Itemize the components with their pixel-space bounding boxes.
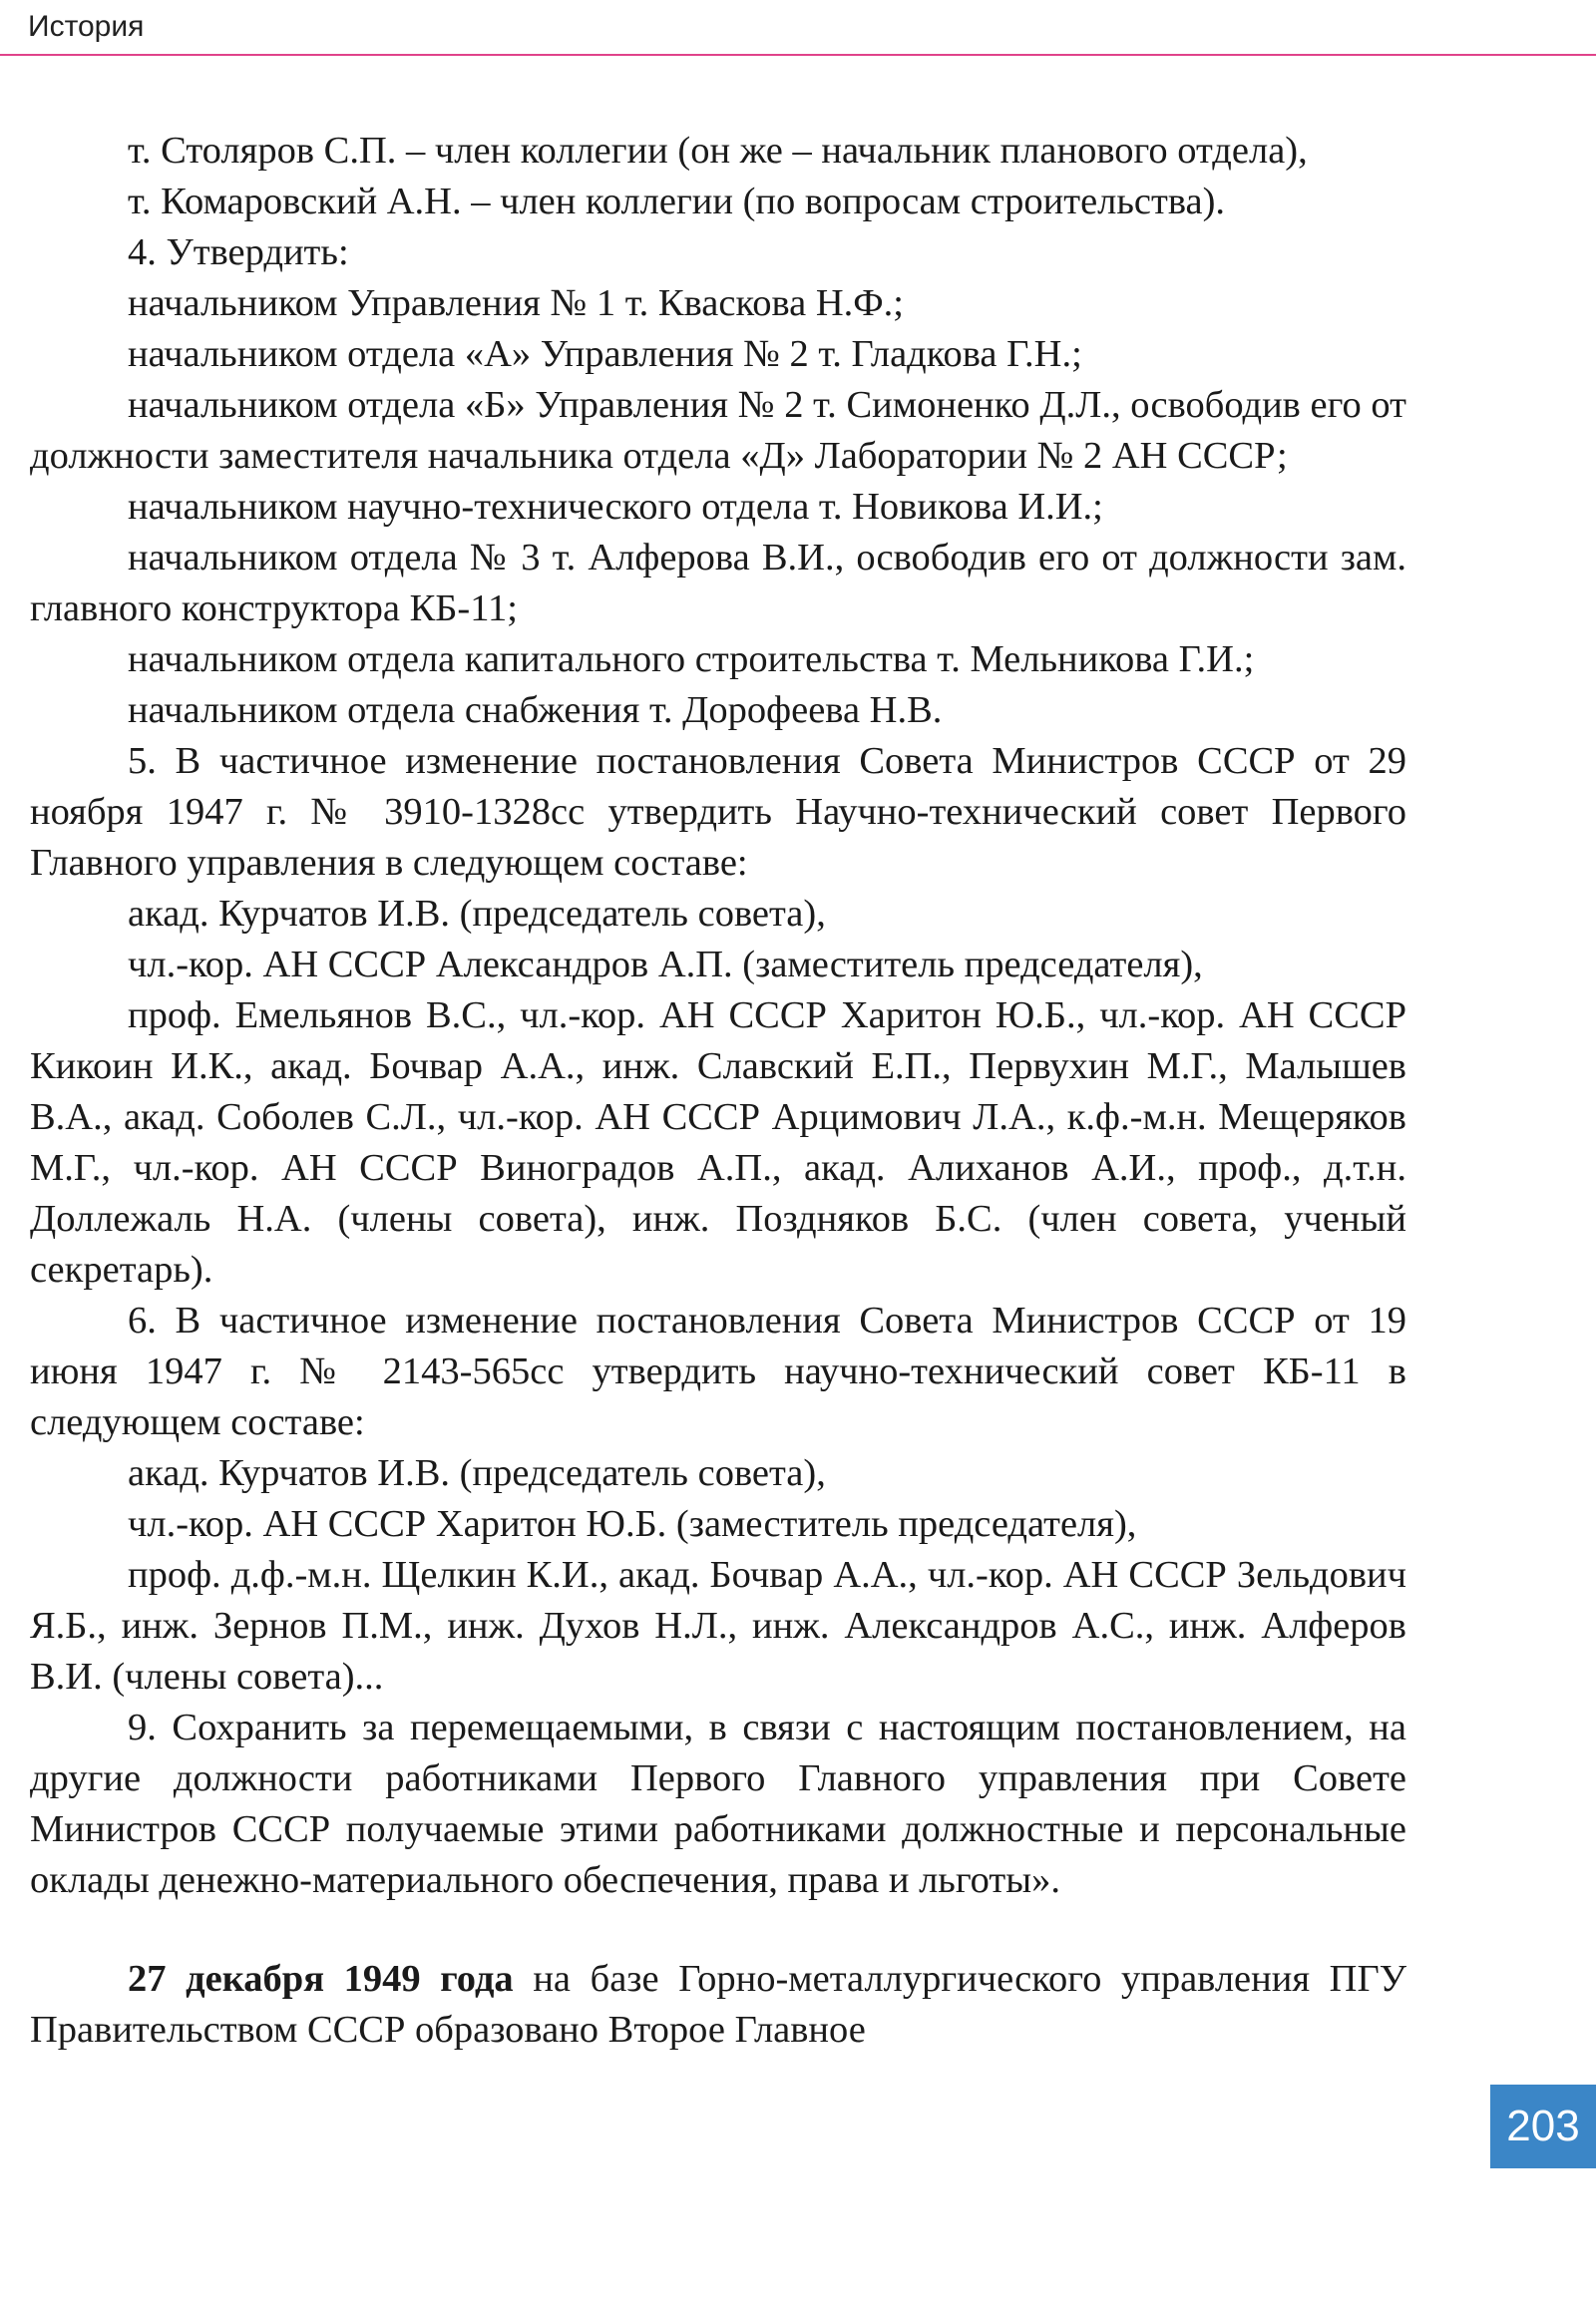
paragraph-novikov: начальником научно-технического отдела т. Новикова И.И.; bbox=[128, 486, 1103, 528]
paragraph-aleksandrov-deputy: чл.-кор. АН СССР Александров А.П. (заместитель председателя), bbox=[128, 944, 1203, 985]
running-header bbox=[0, 0, 1596, 56]
paragraph-kurchatov-chair-1: акад. Курчатов И.В. (председатель совета), bbox=[128, 893, 826, 935]
paragraph-kvaskov: начальником Управления № 1 т. Кваскова Н.Ф.; bbox=[128, 282, 904, 324]
paragraph-stolyarov: т. Столяров С.П. – член коллегии (он же – начальник планового отдела), bbox=[128, 130, 1308, 172]
section-title: История bbox=[28, 10, 145, 43]
page-body bbox=[30, 126, 1406, 2056]
paragraph-1949-event bbox=[30, 1954, 1406, 2056]
paragraph-item-5: 5. В частичное изменение постановления Совета Министров СССР от 29 ноября 1947 г. № 3910-1328сс утвердить Научно-технический совет Первого Главного управления в следующем составе: bbox=[30, 740, 1406, 884]
event-text: на базе Горно-металлургического управления ПГУ Правительством СССР образовано Второе Главное bbox=[30, 1958, 1407, 2051]
paragraph-item-6: 6. В частичное изменение постановления Совета Министров СССР от 19 июня 1947 г. № 2143-565сс утвердить научно-технический совет КБ-11 в следующем составе: bbox=[30, 1300, 1406, 1443]
paragraph-item-4: 4. Утвердить: bbox=[128, 231, 349, 273]
paragraph-kurchatov-chair-2: акад. Курчатов И.В. (председатель совета), bbox=[128, 1452, 826, 1494]
event-date: 27 декабря 1949 года bbox=[128, 1958, 514, 2000]
paragraph-dorofeev: начальником отдела снабжения т. Дорофеева Н.В. bbox=[128, 689, 943, 731]
paragraph-gladkov: начальником отдела «А» Управления № 2 т. Гладкова Г.Н.; bbox=[128, 333, 1082, 375]
page-number-badge: 203 bbox=[1490, 2085, 1596, 2168]
paragraph-khariton-deputy: чл.-кор. АН СССР Харитон Ю.Б. (заместитель председателя), bbox=[128, 1503, 1137, 1545]
paragraph-alferov: начальником отдела № 3 т. Алферова В.И., освободив его от должности зам. главного конструктора КБ-11; bbox=[30, 537, 1406, 629]
paragraph-simonenko: начальником отдела «Б» Управления № 2 т. Симоненко Д.Л., освободив его от должности заместителя начальника отдела «Д» Лаборатории № 2 АН СССР; bbox=[30, 384, 1406, 477]
paragraph-komarovsky: т. Комаровский А.Н. – член коллегии (по вопросам строительства). bbox=[128, 181, 1226, 222]
paragraph-melnikov: начальником отдела капитального строительства т. Мельникова Г.И.; bbox=[128, 638, 1255, 680]
paragraph-council-members-1: проф. Емельянов В.С., чл.-кор. АН СССР Харитон Ю.Б., чл.-кор. АН СССР Кикоин И.К., акад. Бочвар А.А., инж. Славский Е.П., Первухин М.Г., Малышев В.А., акад. Соболев С.Л., чл.-кор. АН СССР Арцимович Л.А., к.ф.-м.н. Мещеряков М.Г., чл.-кор. АН СССР Виноградов А.П., акад. Алиханов А.И., проф., д.т.н. Доллежаль Н.А. (члены совета), инж. Поздняков Б.С. (член совета, ученый секретарь). bbox=[30, 994, 1406, 1291]
paragraph-council-members-2: проф. д.ф.-м.н. Щелкин К.И., акад. Бочвар А.А., чл.-кор. АН СССР Зельдович Я.Б., инж. Зернов П.М., инж. Духов Н.Л., инж. Александров А.С., инж. Алферов В.И. (члены совета)... bbox=[30, 1554, 1406, 1698]
paragraph-item-9: 9. Сохранить за перемещаемыми, в связи с настоящим постановлением, на другие должности работниками Первого Главного управления при Совете Министров СССР получаемые этими работниками должностные и персональные оклады денежно-материального обеспечения, права и льготы». bbox=[30, 1707, 1406, 1901]
